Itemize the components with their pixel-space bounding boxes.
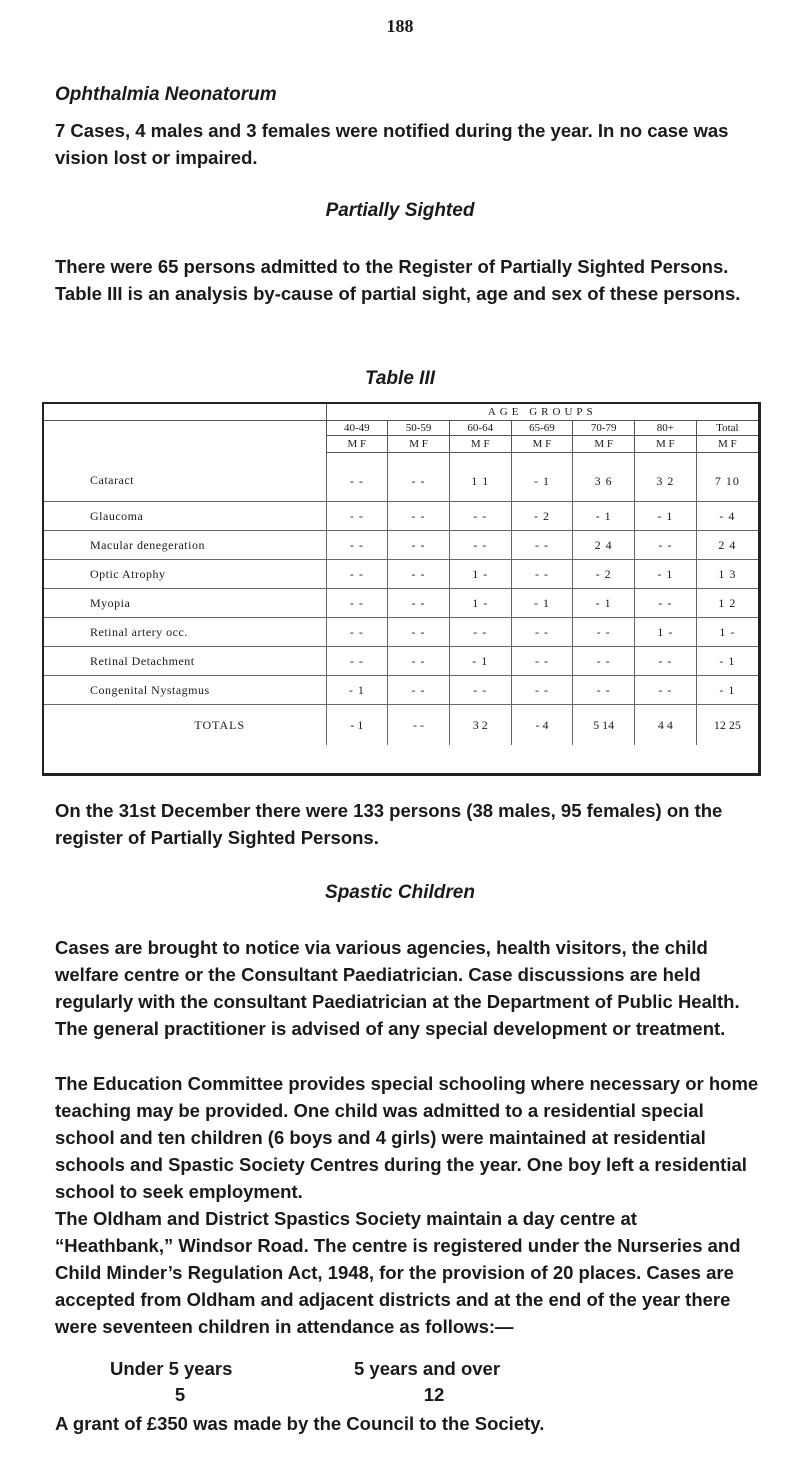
age-group-header: 40-49 (326, 421, 388, 436)
value-cell: 7 10 (696, 453, 758, 502)
sex-header: M F (388, 436, 450, 453)
age-group-header: 80+ (635, 421, 697, 436)
value-cell: - - (388, 676, 450, 705)
value-cell: - - (326, 531, 388, 560)
value-cell: - - (573, 647, 635, 676)
table-row (44, 453, 758, 502)
value-cell: - - (573, 676, 635, 705)
value-cell: 1 1 (449, 453, 511, 502)
page-number: 188 (386, 16, 414, 36)
value-cell: - - (635, 589, 697, 618)
sex-header: M F (573, 436, 635, 453)
value-cell: - - (511, 531, 573, 560)
cause-cell: Retinal Detachment (44, 647, 326, 676)
table-row (44, 531, 758, 560)
cause-cell: Myopia (44, 589, 326, 618)
cause-cell: Glaucoma (44, 502, 326, 531)
ophthalmia-heading: Ophthalmia Neonatorum (55, 84, 277, 105)
partially-sighted-heading: Partially Sighted (325, 200, 475, 221)
value-cell: - - (388, 531, 450, 560)
value-cell: - 1 (511, 453, 573, 502)
attendance-count: 12 (423, 1384, 445, 1405)
spastic-paragraph-3: The Oldham and District Spastics Society maintain a day centre at “Heathbank,” Windsor Road. The centre is registered under the Nurseries and Child Minder’s Regulation Act, 1948, for the provision of 20 places. Cases are accepted from Oldham and adjacent districts and at the end of the year there were seventeen children in attendance as follows:— (55, 1208, 741, 1337)
age-group-header: 50-59 (388, 421, 450, 436)
cause-cell: Optic Atrophy (44, 560, 326, 589)
attendance-5-and-over (354, 1356, 574, 1408)
total-cell: - 4 (511, 705, 573, 746)
table-corner (44, 404, 326, 421)
value-cell: - - (635, 647, 697, 676)
value-cell: - - (449, 531, 511, 560)
table-iii (42, 402, 761, 776)
attendance-under-5 (110, 1356, 310, 1408)
age-group-header: Total (696, 421, 758, 436)
attendance-label: 5 years and over (354, 1358, 501, 1379)
age-group-header: 60-64 (449, 421, 511, 436)
sex-header: M F (696, 436, 758, 453)
sex-header: M F (635, 436, 697, 453)
value-cell: - 1 (696, 676, 758, 705)
value-cell: - - (511, 560, 573, 589)
value-cell: - - (326, 589, 388, 618)
total-cell: - - (388, 705, 450, 746)
total-cell: 5 14 (573, 705, 635, 746)
value-cell: - 1 (449, 647, 511, 676)
value-cell: - - (573, 618, 635, 647)
total-cell: 4 4 (635, 705, 697, 746)
total-cell: - 1 (326, 705, 388, 746)
age-group-header: 65-69 (511, 421, 573, 436)
cause-cell: Retinal artery occ. (44, 618, 326, 647)
cause-cell: Cataract (44, 453, 326, 502)
value-cell: - - (635, 531, 697, 560)
value-cell: - 1 (573, 502, 635, 531)
value-cell: - - (388, 589, 450, 618)
total-cell: 3 2 (449, 705, 511, 746)
value-cell: - - (511, 618, 573, 647)
value-cell: 1 2 (696, 589, 758, 618)
value-cell: 1 3 (696, 560, 758, 589)
value-cell: - - (635, 676, 697, 705)
value-cell: - 2 (573, 560, 635, 589)
value-cell: - 1 (326, 676, 388, 705)
value-cell: - 1 (511, 589, 573, 618)
value-cell: - 1 (635, 560, 697, 589)
value-cell: - - (326, 502, 388, 531)
cause-cell: Congenital Nystagmus (44, 676, 326, 705)
table-row (44, 676, 758, 705)
value-cell: 1 - (635, 618, 697, 647)
value-cell: - - (326, 453, 388, 502)
value-cell: - - (388, 560, 450, 589)
spastic-children-heading: Spastic Children (325, 882, 475, 903)
table-row (44, 502, 758, 531)
total-cell: 12 25 (696, 705, 758, 746)
value-cell: - - (388, 618, 450, 647)
value-cell: 1 - (696, 618, 758, 647)
age-group-header: 70-79 (573, 421, 635, 436)
spastic-paragraph-2: The Education Committee provides special schooling where necessary or home teaching may be provided. One child was admitted to a residential special school and ten children (6 boys and 4 girls) were maintained at residential schools and Spastic Society Centres during the year. One boy left a residential school to seek employment. (55, 1073, 759, 1202)
value-cell: 1 - (449, 589, 511, 618)
value-cell: - - (511, 647, 573, 676)
value-cell: 3 2 (635, 453, 697, 502)
partially-sighted-text: There were 65 persons admitted to the Register of Partially Sighted Persons. Table III is an analysis by-cause of partial sight, age and sex of these persons. (55, 256, 741, 304)
value-cell: - - (326, 618, 388, 647)
partial-sight-table (44, 404, 758, 745)
value-cell: - 1 (696, 647, 758, 676)
table-row (44, 618, 758, 647)
value-cell: - - (449, 502, 511, 531)
table-title: Table III (364, 368, 436, 389)
age-groups-header: AGE GROUPS (326, 404, 758, 421)
table-row (44, 560, 758, 589)
value-cell: - - (326, 560, 388, 589)
attendance-label: Under 5 years (110, 1358, 233, 1379)
sex-header: M F (511, 436, 573, 453)
value-cell: - 1 (573, 589, 635, 618)
value-cell: - 4 (696, 502, 758, 531)
totals-row (44, 705, 758, 746)
value-cell: - - (388, 453, 450, 502)
value-cell: 2 4 (696, 531, 758, 560)
totals-label: TOTALS (194, 717, 246, 732)
sex-header: M F (326, 436, 388, 453)
grant-text: A grant of £350 was made by the Council to the Society. (55, 1413, 545, 1434)
attendance-count: 5 (174, 1384, 186, 1405)
value-cell: - - (388, 502, 450, 531)
cause-cell: Macular denegeration (44, 531, 326, 560)
value-cell: - - (449, 618, 511, 647)
table-row (44, 647, 758, 676)
table-row (44, 589, 758, 618)
value-cell: - 2 (511, 502, 573, 531)
value-cell: - 1 (635, 502, 697, 531)
value-cell: - - (326, 647, 388, 676)
sex-header: M F (449, 436, 511, 453)
value-cell: 3 6 (573, 453, 635, 502)
ophthalmia-text: 7 Cases, 4 males and 3 females were notified during the year. In no case was vision lost or impaired. (55, 120, 729, 168)
spastic-paragraph-1: Cases are brought to notice via various agencies, health visitors, the child welfare centre or the Consultant Paediatrician. Case discussions are held regularly with the consultant Paediatrician at the Department of Public Health. The general practitioner is advised of any special development or treatment. (55, 937, 740, 1039)
value-cell: 2 4 (573, 531, 635, 560)
value-cell: 1 - (449, 560, 511, 589)
value-cell: - - (511, 676, 573, 705)
value-cell: - - (449, 676, 511, 705)
register-total-text: On the 31st December there were 133 persons (38 males, 95 females) on the register of Partially Sighted Persons. (55, 800, 723, 848)
value-cell: - - (388, 647, 450, 676)
